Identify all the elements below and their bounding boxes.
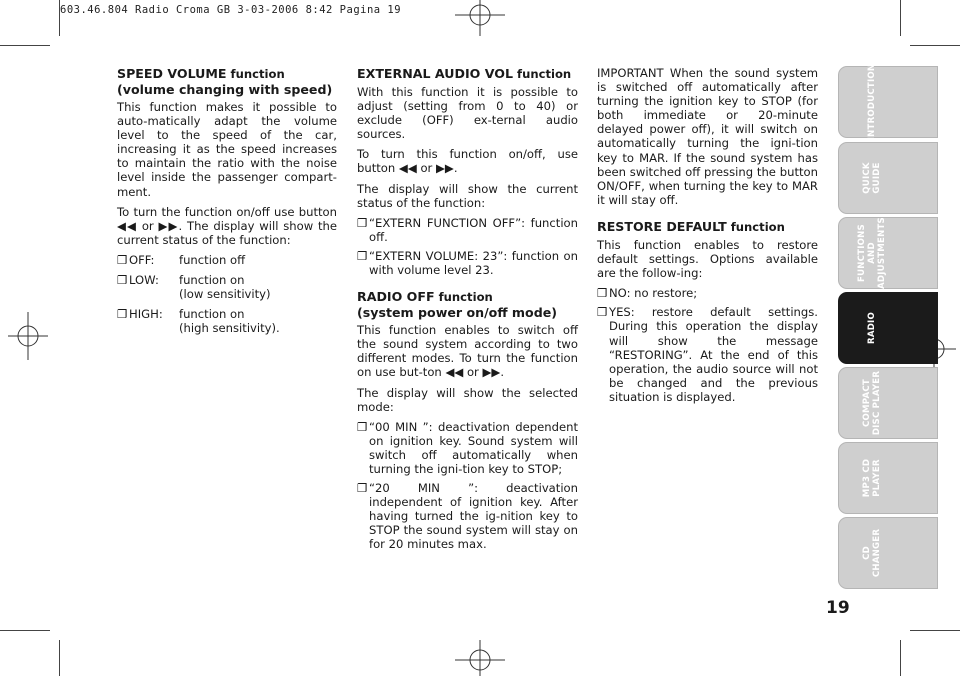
checkbox-icon: ❐ xyxy=(357,248,368,263)
tab-introduction[interactable]: INTRODUCTION xyxy=(838,66,938,138)
paragraph: This function enables to restore default settings. Options available are the follow-ing: xyxy=(597,237,818,281)
tab-mp3-cd-player[interactable]: MP3 CD PLAYER xyxy=(838,442,938,514)
paragraph: To turn this function on/off, use button ◀◀ or ▶▶. xyxy=(357,147,578,176)
list-item-off: ❐ OFF: function off xyxy=(117,252,246,267)
tab-compact-disc-player[interactable]: COMPACT DISC PLAYER xyxy=(838,367,938,439)
checkbox-icon: ❐ xyxy=(357,215,368,230)
checkbox-icon: ❐ xyxy=(357,481,368,496)
registration-mark-top xyxy=(455,0,505,36)
checkbox-icon: ❐ xyxy=(117,252,128,267)
section-heading-restore-default: RESTORE DEFAULT function xyxy=(597,218,785,234)
checkbox-icon: ❐ xyxy=(597,286,608,301)
list-item: ❐ “EXTERN FUNCTION OFF”: function off. xyxy=(357,215,578,244)
column-external-audio xyxy=(357,66,578,557)
checkbox-icon: ❐ xyxy=(357,419,368,434)
list-item: ❐ NO: no restore; xyxy=(597,286,698,301)
paragraph: To turn the function on/off use button ◀◀ or ▶▶. The display will show the current status of the function: xyxy=(117,204,337,247)
paragraph: The display will show the selected mode: xyxy=(357,385,578,414)
list-item: ❐ YES: restore default settings. During this operation the display will show the message “RESTORING”. At the end of this operation, the audio source will not be changed and the previous situation is displayed. xyxy=(597,305,818,404)
paragraph: With this function it is possible to adjust (setting from 0 to 40) or exclude (OFF) ex-ternal audio sources. xyxy=(357,85,578,142)
tab-functions-and-adjustments[interactable]: FUNCTIONS AND ADJUSTMENTS xyxy=(838,217,938,289)
print-header: 603.46.804 Radio Croma GB 3-03-2006 8:42 Pagina 19 xyxy=(60,4,402,16)
checkbox-icon: ❐ xyxy=(117,307,128,322)
column-speed-volume xyxy=(117,66,337,341)
tab-quick-guide[interactable]: QUICK GUIDE xyxy=(838,142,938,214)
tab-cd-changer[interactable]: CD CHANGER xyxy=(838,517,938,589)
section-heading-speed-volume: SPEED VOLUME function (volume changing with speed) xyxy=(117,66,333,97)
registration-mark-left xyxy=(8,312,48,360)
paragraph: The display will show the current status of the function: xyxy=(357,181,578,210)
column-restore-default xyxy=(597,66,818,409)
section-heading-radio-off: RADIO OFF function (system power on/off mode) xyxy=(357,289,558,321)
list-item-high: ❐ HIGH: function on (high sensitivity). xyxy=(117,307,280,336)
list-item: ❐ “00 MIN ”: deactivation dependent on ignition key. Sound system will switch off automatically when turning the igni-tion key to STOP; xyxy=(357,419,578,476)
checkbox-icon: ❐ xyxy=(597,305,608,320)
tab-radio[interactable]: RADIO xyxy=(838,292,938,364)
paragraph: This function enables to switch off the sound system according to two different modes. To turn the function on use but-ton ◀◀ or ▶▶. xyxy=(357,323,578,380)
list-item: ❐ “EXTERN VOLUME: 23”: function on with volume level 23. xyxy=(357,248,578,278)
list-item: ❐ “20 MIN ”: deactivation independent of ignition key. After having turned the ig-nition key to STOP the sound system will stay on for 20 minutes max. xyxy=(357,481,578,552)
checkbox-icon: ❐ xyxy=(117,273,128,288)
registration-mark-bottom xyxy=(455,640,505,676)
page-number: 19 xyxy=(826,598,850,618)
paragraph: This function makes it possible to auto-matically adapt the volume level to the speed of the car, increasing it as the speed increases to maintain the ratio with the noise level inside the passenger compart-ment. xyxy=(117,100,337,199)
list-item-low: ❐ LOW: function on (low sensitivity) xyxy=(117,273,271,302)
section-heading-external-audio: EXTERNAL AUDIO VOL function xyxy=(357,66,572,81)
paragraph-important: IMPORTANT When the sound system is switched off automatically after turning the ignition key to STOP (for both immediate or 20-minute delayed power off), it will switch on automatically turning the igni-tion key to MAR. If the sound system has been switched off pressing the button ON/OFF, when turning the key to MAR it will stay off. xyxy=(597,66,818,207)
